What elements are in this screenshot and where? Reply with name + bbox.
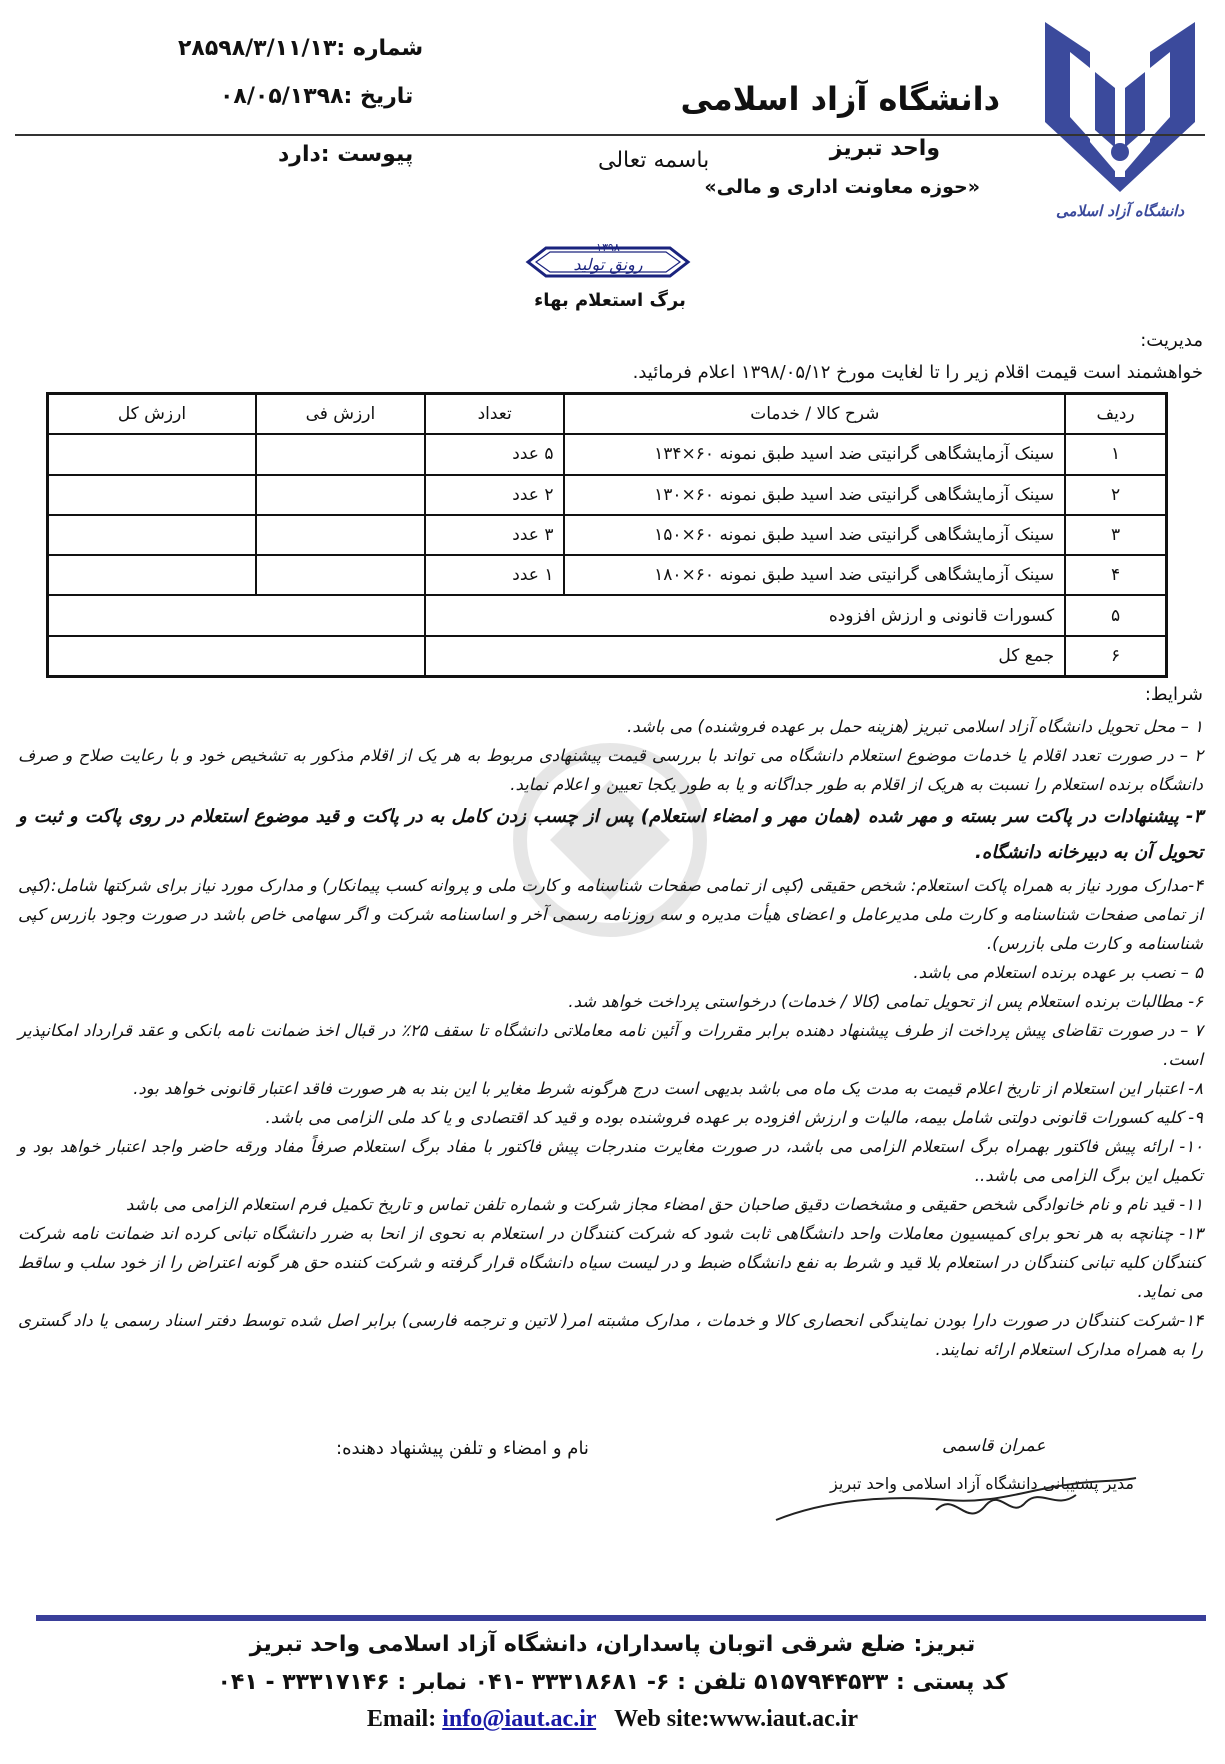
condition-item: ۹- کلیه کسورات قانونی دولتی شامل بیمه، مالیات و ارزش افزوده بر عهده فروشنده بوده و قید کد اقتصادی و یا کد ملی الزامی می باشد. <box>265 1108 1203 1127</box>
email-label: Email: <box>366 1706 437 1732</box>
condition-item: ۷ – در صورت تقاضای پیش پرداخت از طرف پیشنهاد دهنده برابر مقررات و آئین نامه معاملاتی دانشگاه تا سقف ۲۵٪ در قبال اخذ ضمانت نامه بانکی و عقد قرارداد امکانپذیر است. <box>18 1021 1204 1069</box>
basmele: باسمه تعالی <box>598 148 710 173</box>
row-description: سینک آزمایشگاهی گرانیتی ضد اسید طبق نمونه ۶۰×۱۳۰ <box>564 475 1065 515</box>
slogan-year: ۱۳۹۸ <box>596 241 620 254</box>
condition-item: ۳- پیشنهادات در پاکت سر بسته و مهر شده (همان مهر و امضاء استعلام) پس از چسب زدن کامل به در پاکت و قید موضوع استعلام در روی پاکت و ثبت و تحویل آن به دبیرخانه دانشگاه. <box>18 806 1203 863</box>
col-total-header: ارزش کل <box>48 394 256 435</box>
condition-item: ۸- اعتبار این استعلام از تاریخ اعلام قیمت به مدت یک ماه می باشد بدیهی است درج هرگونه شرط مغایر با این بند به هر صورت فاقد اعتبار قانونی خواهد بود. <box>133 1079 1203 1098</box>
sum-row <box>48 636 1167 677</box>
sum-value-cell[interactable] <box>48 636 425 677</box>
addressee: مدیریت: <box>1140 330 1203 351</box>
handwritten-signature <box>766 1440 1146 1540</box>
row-unit-price-cell[interactable] <box>256 515 425 555</box>
signature-scribble-icon <box>766 1440 1146 1540</box>
footer-contact: کد پستی : ۵۱۵۷۹۴۴۵۳۳ تلفن : ۶- ۳۳۳۱۸۶۸۱ -۰۴۱ نمابر : ۳۳۳۱۷۱۴۶ - ۰۴۱ <box>217 1670 1008 1695</box>
condition-item: ۱۰- ارائه پیش فاکتور بهمراه برگ استعلام الزامی می باشد، در صورت مغایرت مندرجات پیش فاکتور با مفاد برگ استعلام صرفاً مفاد ورقه حاضر واجد اعتبار خواهد بود و تکمیل این برگ الزامی می باشد.. <box>18 1137 1203 1185</box>
table-row <box>48 555 1167 595</box>
letter-number-value: ۲۸۵۹۸/۳/۱۱/۱۳ <box>178 36 337 61</box>
footer-address: تبریز: ضلع شرقی اتوبان پاسداران، دانشگاه آزاد اسلامی واحد تبریز <box>249 1632 976 1657</box>
row-description: سینک آزمایشگاهی گرانیتی ضد اسید طبق نمونه ۶۰×۱۸۰ <box>564 555 1065 595</box>
table-row <box>48 434 1167 474</box>
website-link[interactable]: Web site:www.iaut.ac.ir <box>614 1706 859 1732</box>
letter-date <box>220 84 413 109</box>
row-total-cell[interactable] <box>48 555 256 595</box>
logo-emblem-icon <box>1035 12 1205 227</box>
table-header-row <box>48 394 1167 435</box>
row-number: ۶ <box>1065 636 1166 677</box>
signer-title: مدیر پشتیبانی دانشگاه آزاد اسلامی واحد تبریز <box>830 1474 1134 1493</box>
col-row-header: ردیف <box>1065 394 1166 435</box>
row-total-cell[interactable] <box>48 434 256 474</box>
university-logo <box>1035 12 1205 227</box>
sum-label: جمع کل <box>425 636 1065 677</box>
col-description-header: شرح کالا / خدمات <box>564 394 1065 435</box>
logo-caption: دانشگاه آزاد اسلامی <box>1055 202 1185 220</box>
letter-number-label: شماره : <box>336 36 424 61</box>
request-text: خواهشمند است قیمت اقلام زیر را تا لغایت مورخ ۱۳۹۸/۰۵/۱۲ اعلام فرمائید. <box>632 362 1203 383</box>
form-title: برگ استعلام بهاء <box>534 290 686 311</box>
email-link[interactable]: info@iaut.ac.ir <box>442 1706 597 1732</box>
university-name: دانشگاه آزاد اسلامی <box>680 80 1000 118</box>
condition-item: ۲ – در صورت تعدد اقلام یا خدمات موضوع استعلام دانشگاه می تواند با بررسی قیمت پیشنهادی مربوط به هر یک از اقلام مذکور به تشخیص خود و با رعایت صلاح و صرف دانشگاه برنده استعلام را نسبت به هریک از اقلام به طور جداگانه و یا به طور یکجا تعیین و اعلام نماید. <box>18 746 1203 794</box>
row-total-cell[interactable] <box>48 475 256 515</box>
attachment-label: پیوست : <box>320 142 414 167</box>
department-name: «حوزه معاونت اداری و مالی» <box>704 176 980 198</box>
conditions-list <box>18 712 1203 1364</box>
table-row <box>48 515 1167 555</box>
bidder-signature-label: نام و امضاء و تلفن پیشنهاد دهنده: <box>336 1438 589 1459</box>
condition-item: ۱ – محل تحویل دانشگاه آزاد اسلامی تبریز (هزینه حمل بر عهده فروشنده) می باشد. <box>627 717 1203 736</box>
row-total-cell[interactable] <box>48 515 256 555</box>
row-unit-price-cell[interactable] <box>256 475 425 515</box>
condition-item: ۱۴-شرکت کنندگان در صورت دارا بودن نمایندگی انحصاری کالا و خدمات ، مدارک مشبته امر( لاتین و ترجمه فارسی) برابر اصل شده توسط دفتر اسناد رسمی یا داد گستری را به همراه مدارک استعلام ارائه نمایند. <box>18 1311 1203 1359</box>
row-number: ۴ <box>1065 555 1166 595</box>
unit-name: واحد تبریز <box>829 136 940 161</box>
letter-attachment <box>278 142 413 167</box>
conditions-label: شرایط: <box>1144 684 1203 705</box>
letter-date-value: ۰۸/۰۵/۱۳۹۸ <box>220 84 344 109</box>
condition-item: ۱۱- قید نام و نام خانوادگی شخص حقیقی و مشخصات دقیق صاحبان حق امضاء مجاز شرکت و شماره تلفن تماس و تاریخ تکمیل فرم استعلام الزامی می باشد <box>126 1195 1203 1214</box>
row-description: سینک آزمایشگاهی گرانیتی ضد اسید طبق نمونه ۶۰×۱۳۴ <box>564 434 1065 474</box>
deductions-row <box>48 595 1167 635</box>
row-quantity: ۲ عدد <box>425 475 565 515</box>
slogan-text: رونق تولید <box>573 255 643 274</box>
deductions-label: کسورات قانونی و ارزش افزوده <box>425 595 1065 635</box>
condition-item: ۶- مطالبات برنده استعلام پس از تحویل تمامی (کالا / خدمات) درخواستی پرداخت خواهد شد. <box>568 992 1203 1011</box>
row-unit-price-cell[interactable] <box>256 434 425 474</box>
row-number: ۲ <box>1065 475 1166 515</box>
row-quantity: ۵ عدد <box>425 434 565 474</box>
attachment-value: دارد <box>278 142 321 167</box>
col-unit-price-header: ارزش فی <box>256 394 425 435</box>
letter-number <box>178 36 423 61</box>
production-slogan-badge <box>524 238 692 286</box>
footer-web <box>0 1706 1225 1733</box>
row-quantity: ۳ عدد <box>425 515 565 555</box>
row-number: ۳ <box>1065 515 1166 555</box>
row-quantity: ۱ عدد <box>425 555 565 595</box>
condition-item: ۵ – نصب بر عهده برنده استعلام می باشد. <box>913 963 1203 982</box>
condition-item: ۴-مدارک مورد نیاز به همراه پاکت استعلام: شخص حقیقی (کپی از تمامی صفحات شناسنامه و کارت ملی و پروانه کسب پیمانکار) و مدارک مورد نیاز برای شرکتها شامل:(کپی از تمامی صفحات شناسنامه و کارت ملی مدیرعامل و اعضای هیأت مدیره و سه روزنامه رسمی آخر و اساسنامه شرکت و اگر سهامی خاص باشد در صورت وجود بازرس کپی شناسنامه و کارت ملی بازرس). <box>18 876 1203 953</box>
letter-date-label: تاریخ : <box>343 84 414 109</box>
condition-item: ۱۳- چنانچه به هر نحو برای کمیسیون معاملات واحد دانشگاهی ثابت شود که شرکت کنندگان در استعلام به نحوی از انحا به ضرر دانشگاه تبانی کرده اند ضمانت نامه شرکت کنندگان کلیه تبانی کنندگان در استعلام بلا قید و شرط به نفع دانشگاه ضبط و در لیست سیاه دانشگاه قرار گرفته و شرکت کننده حق هر گونه اعتراض را از خود سلب و ساقط می نماید. <box>18 1224 1203 1301</box>
row-description: سینک آزمایشگاهی گرانیتی ضد اسید طبق نمونه ۶۰×۱۵۰ <box>564 515 1065 555</box>
table-row <box>48 475 1167 515</box>
items-table <box>46 392 1168 678</box>
signer-name: عمران قاسمی <box>942 1436 1046 1456</box>
header-divider <box>15 134 1205 136</box>
col-quantity-header: تعداد <box>425 394 565 435</box>
footer-divider <box>36 1615 1206 1621</box>
row-number: ۵ <box>1065 595 1166 635</box>
row-unit-price-cell[interactable] <box>256 555 425 595</box>
deductions-value-cell[interactable] <box>48 595 425 635</box>
row-number: ۱ <box>1065 434 1166 474</box>
